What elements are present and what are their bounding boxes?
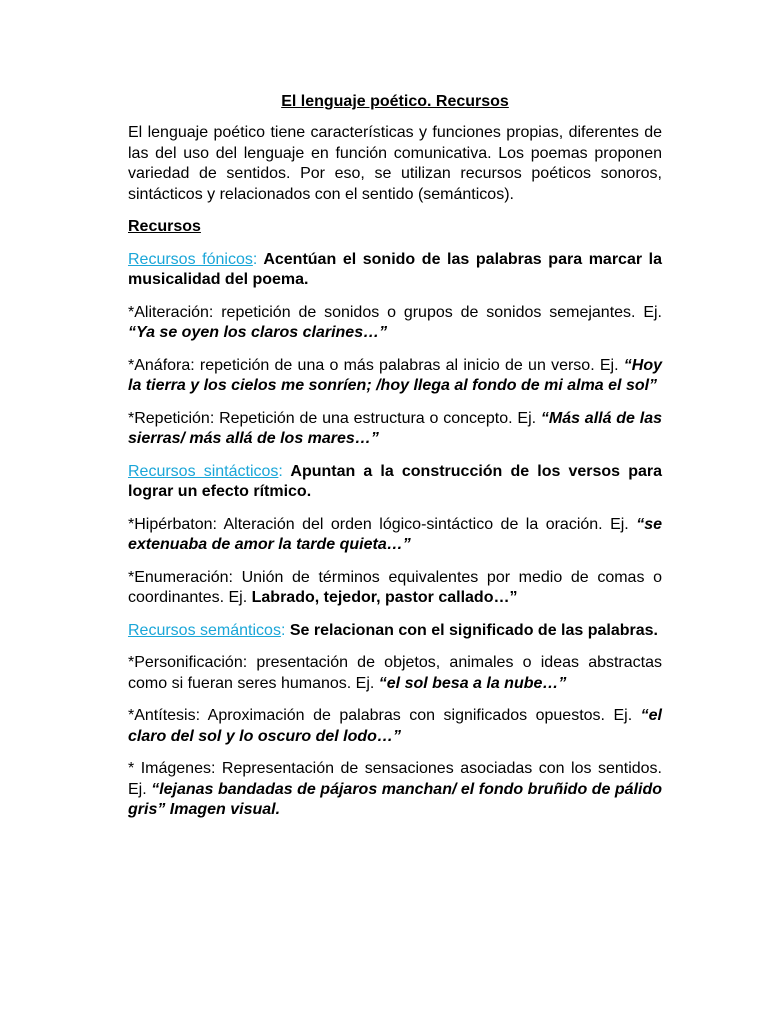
fonicos-description: Acentúan el sonido de las palabras para marcar la musicalidad del poema.	[128, 250, 662, 288]
antitesis-example: “el claro del sol y lo oscuro del lodo…”	[128, 707, 662, 745]
sintacticos-link[interactable]: Recursos sintácticos	[128, 462, 279, 480]
anafora-paragraph	[128, 356, 662, 397]
antitesis-text: *Antítesis: Aproximación de palabras con significados opuestos. Ej.	[128, 707, 641, 724]
enumeracion-paragraph	[128, 568, 662, 609]
imagenes-note: Imagen visual.	[165, 801, 281, 818]
aliteracion-paragraph	[128, 303, 662, 344]
sintacticos-description: Apuntan a la construcción de los versos para lograr un efecto rítmico.	[128, 462, 663, 500]
enumeracion-example: Labrado, tejedor, pastor callado…”	[251, 589, 518, 606]
sintacticos-colon: :	[278, 462, 283, 480]
fonicos-paragraph	[128, 250, 662, 291]
repeticion-text: *Repetición: Repetición de una estructura o concepto. Ej.	[128, 409, 541, 427]
anafora-example: “Hoy la tierra y los cielos me sonríen; /hoy llega al fondo de mi alma el sol”	[128, 356, 662, 394]
imagenes-paragraph	[128, 759, 662, 821]
semanticos-colon: :	[280, 621, 286, 639]
enumeracion-text: *Enumeración: Unión de términos equivalentes por medio de comas o coordinantes. Ej.	[128, 568, 662, 606]
intro-paragraph: El lenguaje poético tiene características y funciones propias, diferentes de las del uso del lenguaje en función comunicativa. Los poemas proponen variedad de sentidos. Por eso, se utilizan recursos poéticos sonoros, sintácticos y relacionados con el sentido (semánticos).	[128, 124, 662, 203]
repeticion-example: “Más allá de las sierras/ más allá de los mares…”	[128, 409, 663, 447]
semanticos-link[interactable]: Recursos semánticos	[128, 621, 281, 639]
aliteracion-example: “Ya se oyen los claros clarines…”	[128, 324, 388, 341]
hiperbaton-example: “se extenuaba de amor la tarde quieta…”	[128, 515, 662, 553]
hiperbaton-text: *Hipérbaton: Alteración del orden lógico-sintáctico de la oración. Ej.	[128, 515, 637, 533]
aliteracion-text: *Aliteración: repetición de sonidos o grupos de sonidos semejantes. Ej.	[128, 303, 662, 321]
hiperbaton-paragraph	[128, 515, 662, 556]
fonicos-link[interactable]: Recursos fónicos	[128, 250, 253, 268]
personificacion-text: *Personificación: presentación de objetos, animales o ideas abstractas como si fueran seres humanos. Ej.	[128, 654, 662, 692]
anafora-text: *Anáfora: repetición de una o más palabras al inicio de un verso. Ej.	[128, 356, 624, 374]
sintacticos-paragraph	[128, 462, 662, 503]
recursos-heading: Recursos	[128, 218, 201, 235]
page-title: El lenguaje poético. Recursos	[281, 93, 509, 110]
imagenes-example: “lejanas bandadas de pájaros manchan/ el fondo bruñido de pálido gris”	[128, 780, 663, 818]
semanticos-paragraph	[128, 621, 662, 642]
repeticion-paragraph	[128, 409, 662, 450]
imagenes-text: * Imágenes: Representación de sensaciones asociadas con los sentidos. Ej.	[128, 760, 662, 798]
fonicos-colon: :	[252, 250, 258, 268]
personificacion-paragraph	[128, 653, 662, 694]
personificacion-example: “el sol besa a la nube…”	[378, 674, 567, 692]
antitesis-paragraph	[128, 706, 662, 747]
semanticos-description: Se relacionan con el significado de las palabras.	[285, 621, 658, 639]
